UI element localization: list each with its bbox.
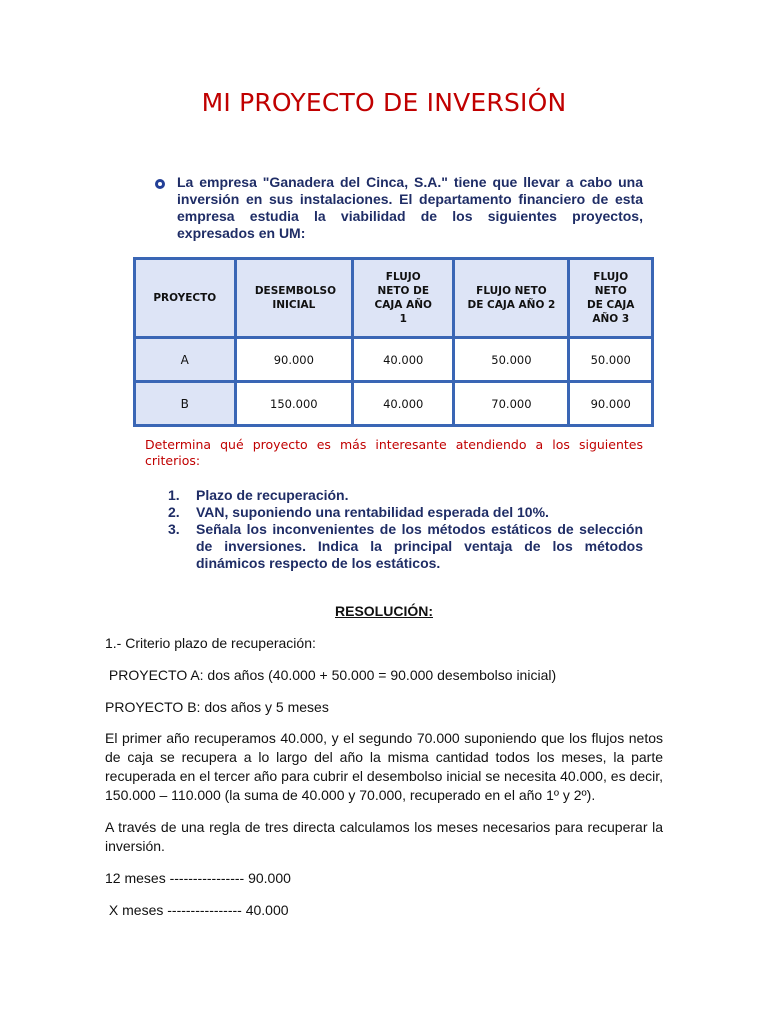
list-item xyxy=(168,504,643,521)
table-row xyxy=(135,382,653,426)
table-cell: 50.000 xyxy=(454,338,569,382)
header-cell: DESEMBOLSO INICIAL xyxy=(235,259,353,338)
list-number: 2. xyxy=(168,504,180,520)
table-cell: 90.000 xyxy=(569,382,653,426)
projects-table xyxy=(133,257,654,427)
paragraph: El primer año recuperamos 40.000, y el segundo 70.000 suponiendo que los flujos netos de caja se recupera a lo largo del año la misma cantidad todos los meses, la parte recuperada en el tercer año para cubrir el desembolso inicial se necesita 40.000, es decir, 150.000 – 110.000 (la suma de 40.000 y 70.000, recuperado en el año 1º y 2º). xyxy=(105,730,663,803)
header-cell: FLUJO NETO DE CAJA AÑO 1 xyxy=(353,259,454,338)
paragraph: PROYECTO B: dos años y 5 meses xyxy=(105,699,329,715)
table-cell: 90.000 xyxy=(235,338,353,382)
question-text: Determina qué proyecto es más interesante atendiendo a los siguientes criterios: xyxy=(145,437,643,468)
criteria-list xyxy=(168,487,643,572)
table-cell: 50.000 xyxy=(569,338,653,382)
list-text: Plazo de recuperación. xyxy=(196,487,349,503)
table-cell: 40.000 xyxy=(353,382,454,426)
list-item xyxy=(168,487,643,504)
paragraph: A través de una regla de tres directa calculamos los meses necesarios para recuperar la inversión. xyxy=(105,819,663,854)
project-cell: B xyxy=(135,382,236,426)
header-cell: PROYECTO xyxy=(135,259,236,338)
table-cell: 40.000 xyxy=(353,338,454,382)
header-cell: FLUJO NETO DE CAJA AÑO 3 xyxy=(569,259,653,338)
paragraph: 12 meses ---------------- 90.000 xyxy=(105,870,291,886)
list-item xyxy=(168,521,643,572)
table-cell: 70.000 xyxy=(454,382,569,426)
table-row xyxy=(135,338,653,382)
project-cell: A xyxy=(135,338,236,382)
table-header-row xyxy=(135,259,653,338)
paragraph: 1.- Criterio plazo de recuperación: xyxy=(105,635,316,651)
paragraph: PROYECTO A: dos años (40.000 + 50.000 = 90.000 desembolso inicial) xyxy=(105,667,557,683)
list-text: VAN, suponiendo una rentabilidad esperada del 10%. xyxy=(196,504,549,520)
intro-bullet-item xyxy=(155,174,643,242)
list-number: 3. xyxy=(168,521,180,537)
intro-text: La empresa "Ganadera del Cinca, S.A." tiene que llevar a cabo una inversión en sus instalaciones. El departamento financiero de esta empresa estudia la viabilidad de los siguientes proyectos, expresados en UM: xyxy=(177,174,643,241)
list-number: 1. xyxy=(168,487,180,503)
bullet-icon xyxy=(155,179,165,189)
table-cell: 150.000 xyxy=(235,382,353,426)
resolution-heading: RESOLUCIÓN: xyxy=(335,603,433,619)
list-text: Señala los inconvenientes de los métodos estáticos de selección de inversiones. Indica la principal ventaja de los métodos dinámicos respecto de los estáticos. xyxy=(196,521,643,571)
document-title: MI PROYECTO DE INVERSIÓN xyxy=(201,88,567,117)
header-cell: FLUJO NETO DE CAJA AÑO 2 xyxy=(454,259,569,338)
paragraph: X meses ---------------- 40.000 xyxy=(105,902,289,918)
